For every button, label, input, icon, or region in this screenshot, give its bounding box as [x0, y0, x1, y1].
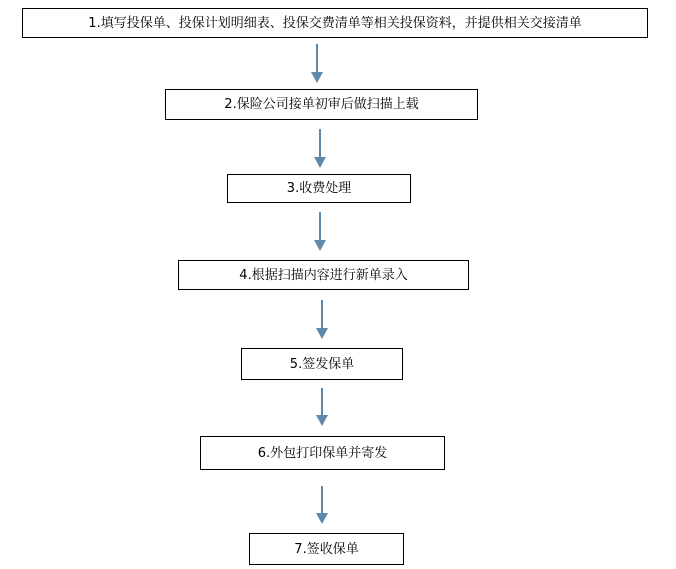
flow-step-1-label: 1.填写投保单、投保计划明细表、投保交费清单等相关投保资料，并提供相关交接清单: [88, 15, 582, 31]
flow-step-5-label: 5.签发保单: [289, 356, 355, 372]
flow-step-6-print-and-mail: [200, 436, 445, 470]
flow-step-2-scan-upload: [165, 89, 478, 120]
flow-step-3-label: 3.收费处理: [286, 181, 352, 196]
flow-step-3-payment-processing: [227, 174, 411, 203]
flow-step-5-issue-policy: [241, 348, 403, 380]
arrow-down-icon: [316, 300, 328, 339]
arrow-down-icon: [314, 212, 326, 251]
flow-step-7-sign-receipt: [249, 533, 404, 565]
flow-step-1-fill-application: [22, 8, 648, 38]
arrow-down-icon: [314, 129, 326, 168]
arrow-down-icon: [316, 486, 328, 524]
flow-step-4-label: 4.根据扫描内容进行新单录入: [239, 267, 408, 283]
arrow-down-icon: [311, 44, 323, 83]
flow-step-4-new-policy-entry: [178, 260, 469, 290]
flow-step-6-label: 6.外包打印保单并寄发: [257, 445, 388, 461]
flow-step-2-label: 2.保险公司接单初审后做扫描上载: [224, 97, 419, 112]
arrow-down-icon: [316, 388, 328, 426]
flow-step-7-label: 7.签收保单: [294, 541, 359, 557]
